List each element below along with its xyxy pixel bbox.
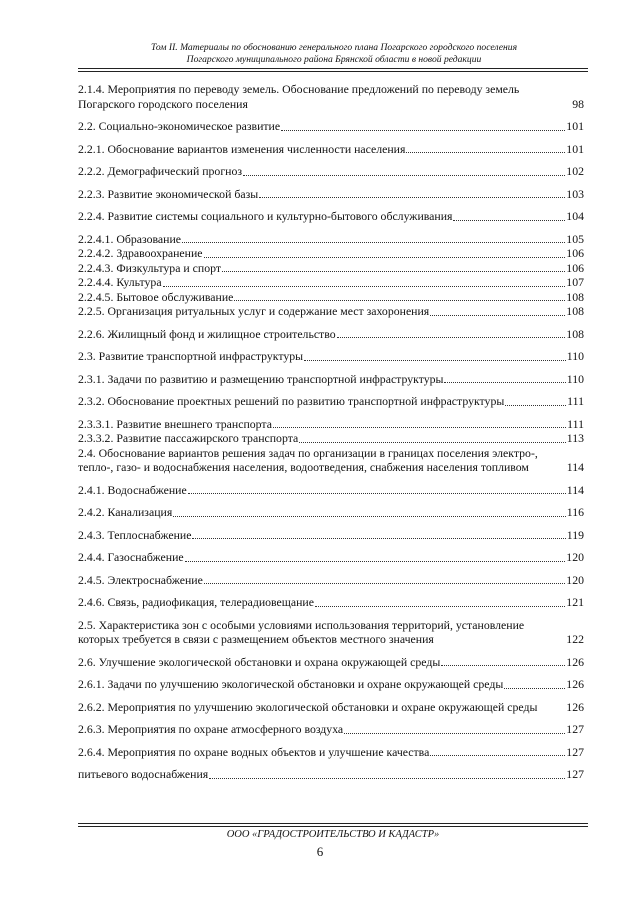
toc-entry-text: 2.5. Характеристика зон с особыми условиями использования территорий, установление которых требуется в связи с размещением объектов местного значения	[78, 617, 525, 646]
toc-entry[interactable]	[78, 528, 584, 543]
toc-page-number: 102	[566, 164, 584, 178]
toc-page-number: 101	[566, 141, 584, 156]
toc-page-number: 111	[567, 394, 584, 408]
toc-entry[interactable]	[78, 232, 584, 247]
toc-entry-text: 2.3.3.1. Развитие внешнего транспорта	[78, 416, 272, 431]
toc-entry[interactable]	[78, 677, 584, 692]
toc-leader	[222, 271, 565, 272]
toc-entry[interactable]	[78, 745, 584, 760]
toc-entry-text: 2.4. Обоснование вариантов решения задач по организации в границах поселения электро-, тепло-, газо- и водоснабжения населения, водоотведения, снабжения населения топливом	[78, 445, 538, 474]
toc-entry[interactable]	[78, 246, 584, 261]
toc-entry-text: 2.2.6. Жилищный фонд и жилищное строительство	[78, 326, 336, 341]
toc-leader	[337, 337, 566, 338]
toc-entry[interactable]	[78, 595, 584, 610]
toc-leader	[188, 493, 566, 494]
toc-entry-text: 2.2. Социально-экономическое развитие	[78, 119, 281, 133]
toc-leader	[344, 733, 565, 734]
toc-leader	[406, 152, 565, 153]
toc-entry[interactable]	[78, 446, 584, 475]
toc-leader	[192, 538, 565, 539]
toc-page-number: 119	[566, 527, 584, 542]
toc-page-number: 116	[566, 505, 584, 519]
toc-leader	[185, 561, 566, 562]
toc-page-number: 101	[566, 119, 584, 133]
header-divider	[78, 68, 588, 69]
toc-page-number: 127	[566, 744, 584, 759]
toc-page-number: 127	[566, 722, 584, 736]
document-header	[80, 42, 588, 66]
toc-leader	[204, 257, 566, 258]
toc-page-number: 98	[572, 96, 584, 111]
toc-entry-text: 2.4.4. Газоснабжение	[78, 550, 184, 564]
toc-page-number: 107	[566, 275, 584, 289]
toc-leader	[430, 755, 565, 756]
toc-page-number: 126	[566, 699, 584, 714]
toc-leader	[299, 442, 566, 443]
toc-page-number: 110	[566, 371, 584, 386]
toc-entry-text: 2.2.4.5. Бытовое обслуживание	[78, 289, 234, 304]
toc-page-number: 113	[566, 431, 584, 445]
toc-entry[interactable]	[78, 722, 584, 737]
toc-entry[interactable]	[78, 209, 584, 224]
header-divider-thin	[78, 71, 588, 72]
toc-entry-text: 2.2.4.2. Здравоохранение	[78, 246, 203, 260]
toc-entry[interactable]	[78, 164, 584, 179]
toc-page-number: 106	[566, 260, 584, 275]
toc-entry-text: 2.6.3. Мероприятия по охране атмосферного воздуха	[78, 722, 344, 736]
header-line-1: Том II. Материалы по обоснованию генерального плана Погарского городского поселения	[150, 42, 518, 53]
toc-leader	[281, 130, 565, 131]
toc-page-number: 121	[566, 595, 584, 609]
company-footer: ООО «ГРАДОСТРОИТЕЛЬСТВО И КАДАСТР»	[226, 829, 440, 840]
toc-entry[interactable]	[78, 505, 584, 520]
toc-leader	[504, 688, 565, 689]
table-of-contents	[78, 82, 584, 782]
toc-page-number: 108	[566, 289, 584, 304]
toc-leader	[441, 665, 565, 666]
footer-divider	[78, 823, 588, 824]
toc-page-number: 126	[566, 654, 584, 669]
toc-page-number: 110	[566, 349, 584, 363]
page-number: 6	[316, 844, 324, 859]
toc-page-number: 122	[566, 632, 584, 646]
toc-entry-text: питьевого водоснабжения	[78, 767, 209, 781]
toc-entry[interactable]	[78, 431, 584, 446]
toc-leader	[259, 197, 565, 198]
toc-entry[interactable]	[78, 290, 584, 305]
toc-page-number: 103	[566, 186, 584, 201]
toc-entry-text: 2.4.2. Канализация	[78, 505, 173, 519]
toc-entry[interactable]	[78, 550, 584, 565]
toc-entry[interactable]	[78, 767, 584, 782]
toc-entry[interactable]	[78, 327, 584, 342]
toc-entry-text: 2.6.4. Мероприятия по охране водных объектов и улучшение качества	[78, 744, 430, 759]
header-line-2: Погарского муниципального района Брянской области в новой редакции	[186, 54, 482, 65]
toc-leader	[243, 175, 565, 176]
toc-leader	[444, 382, 565, 383]
toc-entry-text: 2.4.1. Водоснабжение	[78, 482, 187, 497]
toc-entry[interactable]	[78, 82, 584, 111]
toc-page-number: 111	[567, 416, 584, 431]
toc-leader	[173, 516, 565, 517]
toc-leader	[453, 220, 565, 221]
toc-leader	[315, 606, 565, 607]
toc-leader	[163, 286, 566, 287]
toc-page-number: 104	[566, 209, 584, 223]
toc-entry-text: 2.4.5. Электроснабжение	[78, 572, 203, 587]
toc-page-number: 105	[566, 231, 584, 246]
toc-entry-text: 2.2.4. Развитие системы социального и культурно-бытового обслуживания	[78, 209, 453, 223]
toc-entry[interactable]	[78, 261, 584, 276]
toc-entry-text: 2.2.4.4. Культура	[78, 275, 162, 289]
toc-leader	[182, 242, 565, 243]
footer-divider-thin	[78, 826, 588, 827]
toc-leader	[505, 405, 566, 406]
toc-entry[interactable]	[78, 119, 584, 134]
toc-leader	[430, 315, 565, 316]
toc-page-number: 108	[566, 326, 584, 341]
toc-page-number: 120	[566, 572, 584, 587]
toc-entry-text: 2.2.1. Обоснование вариантов изменения численности населения	[78, 141, 406, 156]
toc-page-number: 127	[566, 767, 584, 781]
toc-page-number: 114	[566, 460, 584, 474]
toc-entry[interactable]	[78, 394, 584, 409]
toc-entry-text: 2.6.1. Задачи по улучшению экологической обстановки и охране окружающей среды	[78, 677, 504, 691]
toc-page-number: 126	[566, 677, 584, 691]
toc-entry-text: 2.1.4. Мероприятия по переводу земель. Обоснование предложений по переводу земель Погарского городского поселения	[78, 82, 520, 111]
toc-entry-text: 2.2.4.1. Образование	[78, 231, 181, 246]
toc-entry-text: 2.2.4.3. Физкультура и спорт	[78, 260, 221, 275]
toc-leader	[204, 583, 565, 584]
toc-leader	[273, 427, 566, 428]
toc-leader	[209, 778, 565, 779]
toc-page-number: 106	[566, 246, 584, 260]
toc-entry[interactable]	[78, 655, 584, 670]
toc-entry[interactable]	[78, 304, 584, 319]
toc-page-number: 108	[566, 304, 584, 318]
toc-entry[interactable]	[78, 349, 584, 364]
toc-entry-text: 2.2.3. Развитие экономической базы	[78, 186, 259, 201]
toc-page-number: 120	[566, 550, 584, 564]
toc-entry-text: 2.6.2. Мероприятия по улучшению экологической обстановки и охране окружающей среды	[78, 699, 538, 714]
toc-entry-text: 2.2.2. Демографический прогноз	[78, 164, 243, 178]
toc-entry[interactable]	[78, 700, 584, 715]
toc-entry-text: 2.3. Развитие транспортной инфраструктуры	[78, 349, 304, 363]
toc-entry[interactable]	[78, 187, 584, 202]
toc-entry[interactable]	[78, 417, 584, 432]
toc-entry-text: 2.6. Улучшение экологической обстановки и охрана окружающей среды	[78, 654, 441, 669]
toc-entry-text: 2.2.5. Организация ритуальных услуг и содержание мест захоронения	[78, 304, 430, 318]
toc-entry[interactable]	[78, 372, 584, 387]
toc-entry-text: 2.4.6. Связь, радиофикация, телерадиовещание	[78, 595, 314, 609]
toc-entry-text: 2.3.1. Задачи по развитию и размещению транспортной инфраструктуры	[78, 371, 444, 386]
toc-entry-text: 2.4.3. Теплоснабжение	[78, 527, 192, 542]
toc-leader	[234, 300, 565, 301]
toc-entry-text: 2.3.3.2. Развитие пассажирского транспорта	[78, 431, 299, 445]
toc-page-number: 114	[566, 482, 584, 497]
toc-entry[interactable]	[78, 142, 584, 157]
toc-entry[interactable]	[78, 275, 584, 290]
toc-entry[interactable]	[78, 483, 584, 498]
toc-entry-text: 2.3.2. Обоснование проектных решений по развитию транспортной инфраструктуры	[78, 394, 505, 408]
toc-entry[interactable]	[78, 618, 584, 647]
toc-entry[interactable]	[78, 573, 584, 588]
toc-leader	[304, 360, 566, 361]
